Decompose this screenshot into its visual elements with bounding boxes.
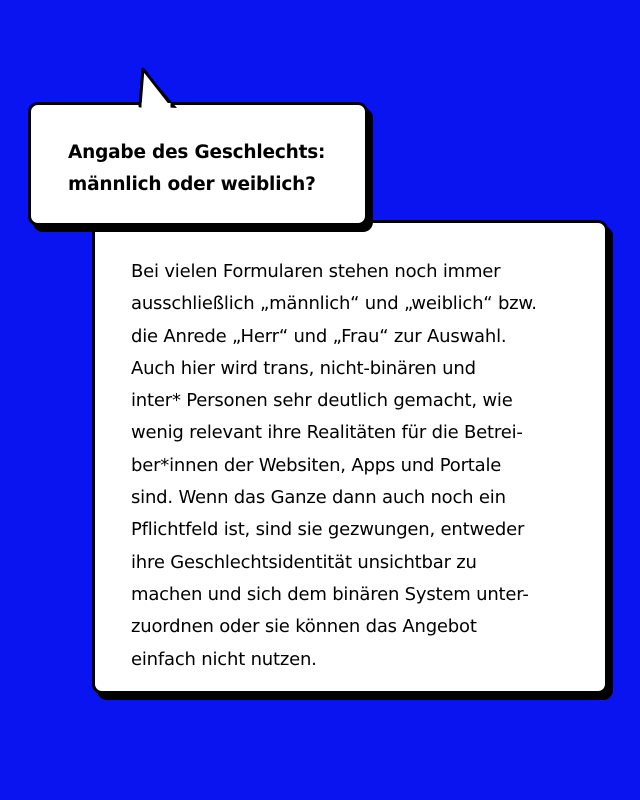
body-line: sind. Wenn das Ganze dann auch noch ein	[131, 487, 506, 509]
body-line: wenig relevant ihre Realitäten für die Betrei-	[131, 422, 523, 444]
body-line: zuordnen oder sie können das Angebot	[131, 616, 477, 638]
body-line: ber*innen der Websiten, Apps und Portale	[131, 454, 502, 476]
body-line: ausschließlich „männlich“ und „weiblich“ bzw.	[131, 293, 537, 315]
bubble-title-line: männlich oder weiblich?	[68, 174, 316, 195]
body-line: machen und sich dem binären System unter-	[131, 583, 529, 605]
body-line: Pflichtfeld ist, sind sie gezwungen, entweder	[131, 519, 525, 541]
bubble-title-line: Angabe des Geschlechts:	[68, 142, 326, 163]
bubble-title	[68, 137, 325, 201]
body-paragraph	[131, 256, 583, 676]
body-line: ihre Geschlechtsidentität unsichtbar zu	[131, 551, 477, 573]
body-line: die Anrede „Herr“ und „Frau“ zur Auswahl.	[131, 325, 507, 347]
body-line: Auch hier wird trans, nicht-binären und	[131, 357, 476, 379]
body-line: Bei vielen Formularen stehen noch immer	[131, 261, 501, 282]
body-line: inter* Personen sehr deutlich gemacht, wie	[131, 390, 513, 412]
body-line: einfach nicht nutzen.	[131, 648, 317, 670]
text-card	[92, 220, 608, 694]
speech-bubble	[28, 102, 368, 226]
